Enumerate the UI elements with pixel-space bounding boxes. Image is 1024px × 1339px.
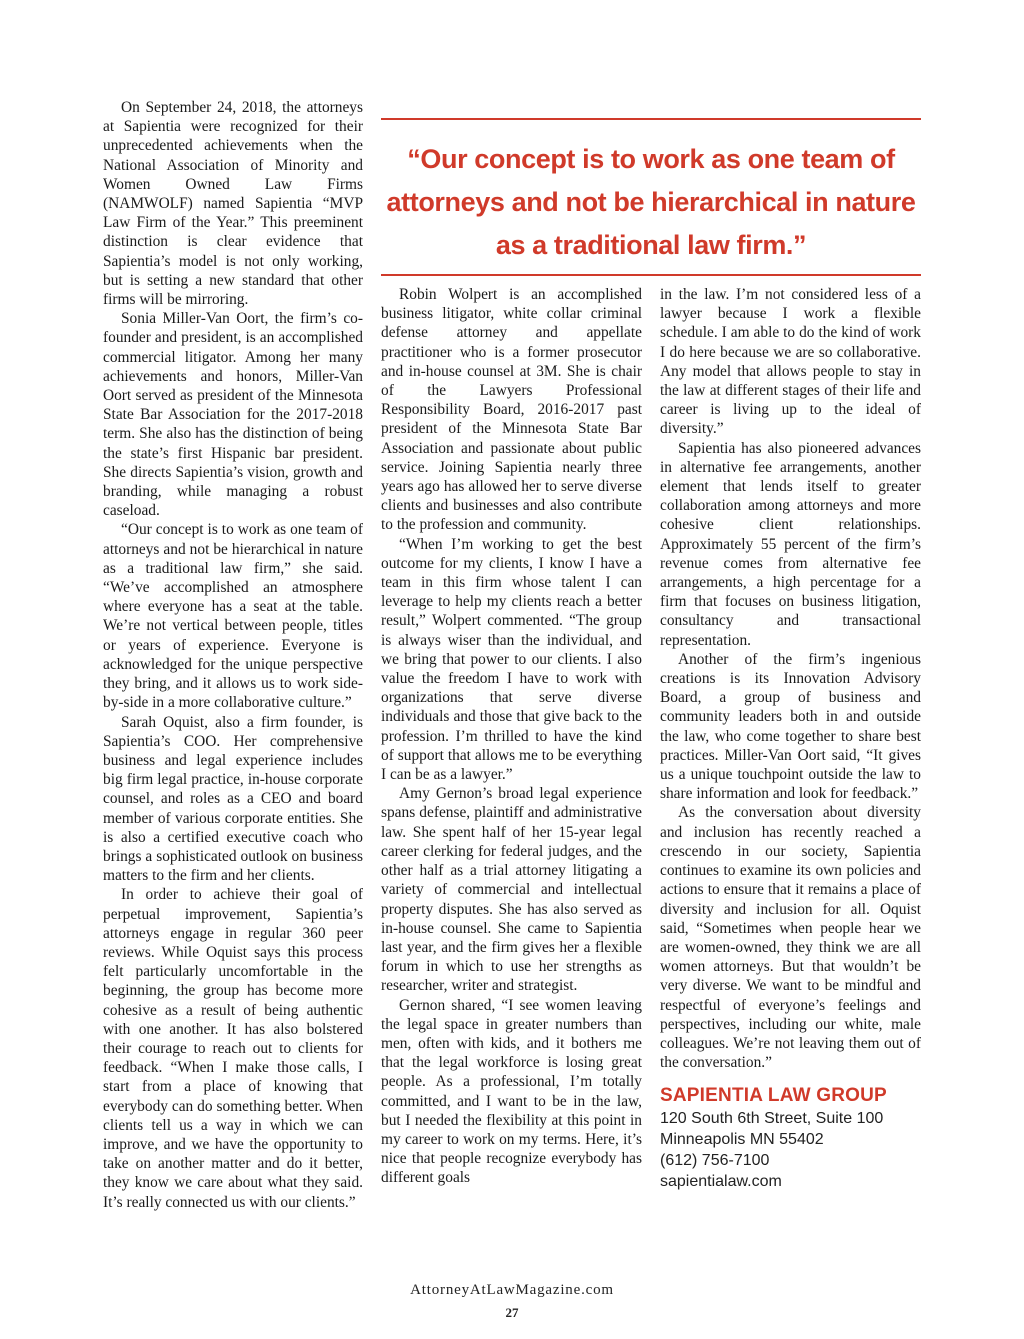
paragraph: Sapientia has also pioneered advances in alternative fee arrangements, another element that lends itself to greater collaboration among attorneys and more cohesive client relationships. Approximately 55 percent of the firm’s revenue comes from alternative fee arrangements, a high percentage for a firm that focuses on business litigation, consultancy and transactional representation. [660, 439, 921, 649]
firm-contact-block [660, 1084, 921, 1192]
footer-website: AttorneyAtLawMagazine.com [410, 1282, 614, 1298]
paragraph: “When I’m working to get the best outcome for my clients, I know I have a team in this firm whose talent I can leverage to help my clients reach a better result,” Wolpert commented. “The group is always wiser than the individual, and we bring that power to our clients. I also value the freedom I have to work with organizations that serve diverse individuals and those that give back to the profession. I’m thrilled to have the kind of support that allows me to be everything I can be as a lawyer.” [381, 535, 642, 784]
article-column-1 [103, 98, 363, 1212]
firm-name: SAPIENTIA LAW GROUP [660, 1085, 887, 1107]
article-column-3 [660, 285, 921, 1192]
paragraph: Amy Gernon’s broad legal experience spans defense, plaintiff and administrative law. She spent half of her 15-year legal career clerking for federal judges, and the other half as a trial attorney litigating a variety of commercial and intellectual property disputes. She has also served as in-house counsel. She came to Sapientia last year, and the firm gives her a flexible forum in which to use her strengths as researcher, writer and strategist. [381, 785, 642, 995]
paragraph: Robin Wolpert is an accomplished business litigator, white collar criminal defense attorney and appellate practitioner who is a former prosecutor and in-house counsel at 3M. She is chair of the Lawyers Professional Responsibility Board, 2016-2017 past president of the Minnesota State Bar Association and passionate about public service. Joining Sapientia nearly three years ago has allowed her to serve diverse clients and businesses and also contribute to the profession and community. [381, 286, 642, 534]
paragraph: As the conversation about diversity and inclusion has recently reached a crescendo in our society, Sapientia continues to examine its own policies and actions to ensure that it remains a place of diversity and inclusion for all. Oquist said, “Sometimes when people hear we are women-owned, they think we are all women attorneys. But that wouldn’t be very diverse. We want to be mindful and respectful of everyone’s feelings and perspectives, including our white, male colleagues. We’re not leaving them out of the conversation.” [660, 804, 921, 1072]
paragraph: “Our concept is to work as one team of attorneys and not be hierarchical in nature as a traditional law firm,” she said. “We’ve accomplished an atmosphere where everyone has a seat at the table. We’re not vertical between people, titles or years of experience. Everyone is acknowledged for the unique perspective they bring, and it allows us to work side-by-side in a more collaborative culture.” [103, 521, 363, 712]
firm-phone: (612) 756-7100 [660, 1152, 770, 1170]
paragraph: Sarah Oquist, also a firm founder, is Sapientia’s COO. Her comprehensive business and legal experience includes big firm legal practice, in-house corporate counsel, and roles as a CEO and board member of various corporate entities. She is also a certified executive coach who brings a sophisticated outlook on business matters to the firm and her clients. [103, 713, 363, 885]
firm-address-line-2: Minneapolis MN 55402 [660, 1131, 824, 1149]
article-column-2 [381, 285, 642, 1188]
firm-website-link[interactable]: sapientialaw.com [660, 1173, 782, 1191]
paragraph: Another of the firm’s ingenious creations is its Innovation Advisory Board, a group of business and community leaders both in and outside the law, who come together to share best practices. Miller-Van Oort said, “It gives us a unique touchpoint outside the law to share information and look for feedback.” [660, 650, 921, 803]
paragraph: in the law. I’m not considered less of a lawyer because I work a flexible schedule. I am able to do the kind of work I do here because we are so collaborative. Any model that allows people to stay in the law at different stages of their life and career is living up to the ideal of diversity.” [660, 286, 921, 438]
paragraph: Sonia Miller-Van Oort, the firm’s co-founder and president, is an accomplished commercial litigator. Among her many achievements and honors, Miller-Van Oort served as president of the Minnesota State Bar Association for the 2017-2018 term. She also has the distinction of being the state’s first Hispanic bar president. She directs Sapientia’s vision, growth and branding, while managing a robust caseload. [103, 310, 363, 520]
paragraph: Gernon shared, “I see women leaving the legal space in greater numbers than men, often with kids, and it bothers me that the legal workforce is losing great people. As a professional, I’m totally committed, and I want to be in the law, but I needed the flexibility at this point in my career to work on my terms. Here, it’s nice that people recognize everybody has different goals [381, 996, 642, 1187]
pull-quote: “Our concept is to work as one team of attorneys and not be hierarchical in nature as a traditional law firm.” [381, 118, 921, 276]
paragraph: In order to achieve their goal of perpetual improvement, Sapientia’s attorneys engage in regular 360 peer reviews. While Oquist says this process felt particularly uncomfortable in the beginning, the group has become more cohesive as a result of being authentic with one another. It has also bolstered their courage to reach out to clients for feedback. “When I make those calls, I start from a place of knowing that everybody can do something better. When clients tell us a way in which we can improve, and we have the opportunity to take on another matter and do it better, they know we care about what they said. It’s really connected us with our clients.” [103, 886, 363, 1211]
page-number: 27 [505, 1305, 519, 1320]
paragraph: On September 24, 2018, the attorneys at Sapientia were recognized for their unprecedented achievements when the National Association of Minority and Women Owned Law Firms (NAMWOLF) named Sapientia “MVP Law Firm of the Year.” This preeminent distinction is clear evidence that Sapientia’s model is not only working, but is setting a new standard that other firms will be mirroring. [103, 99, 363, 309]
firm-address-line-1: 120 South 6th Street, Suite 100 [660, 1110, 884, 1128]
